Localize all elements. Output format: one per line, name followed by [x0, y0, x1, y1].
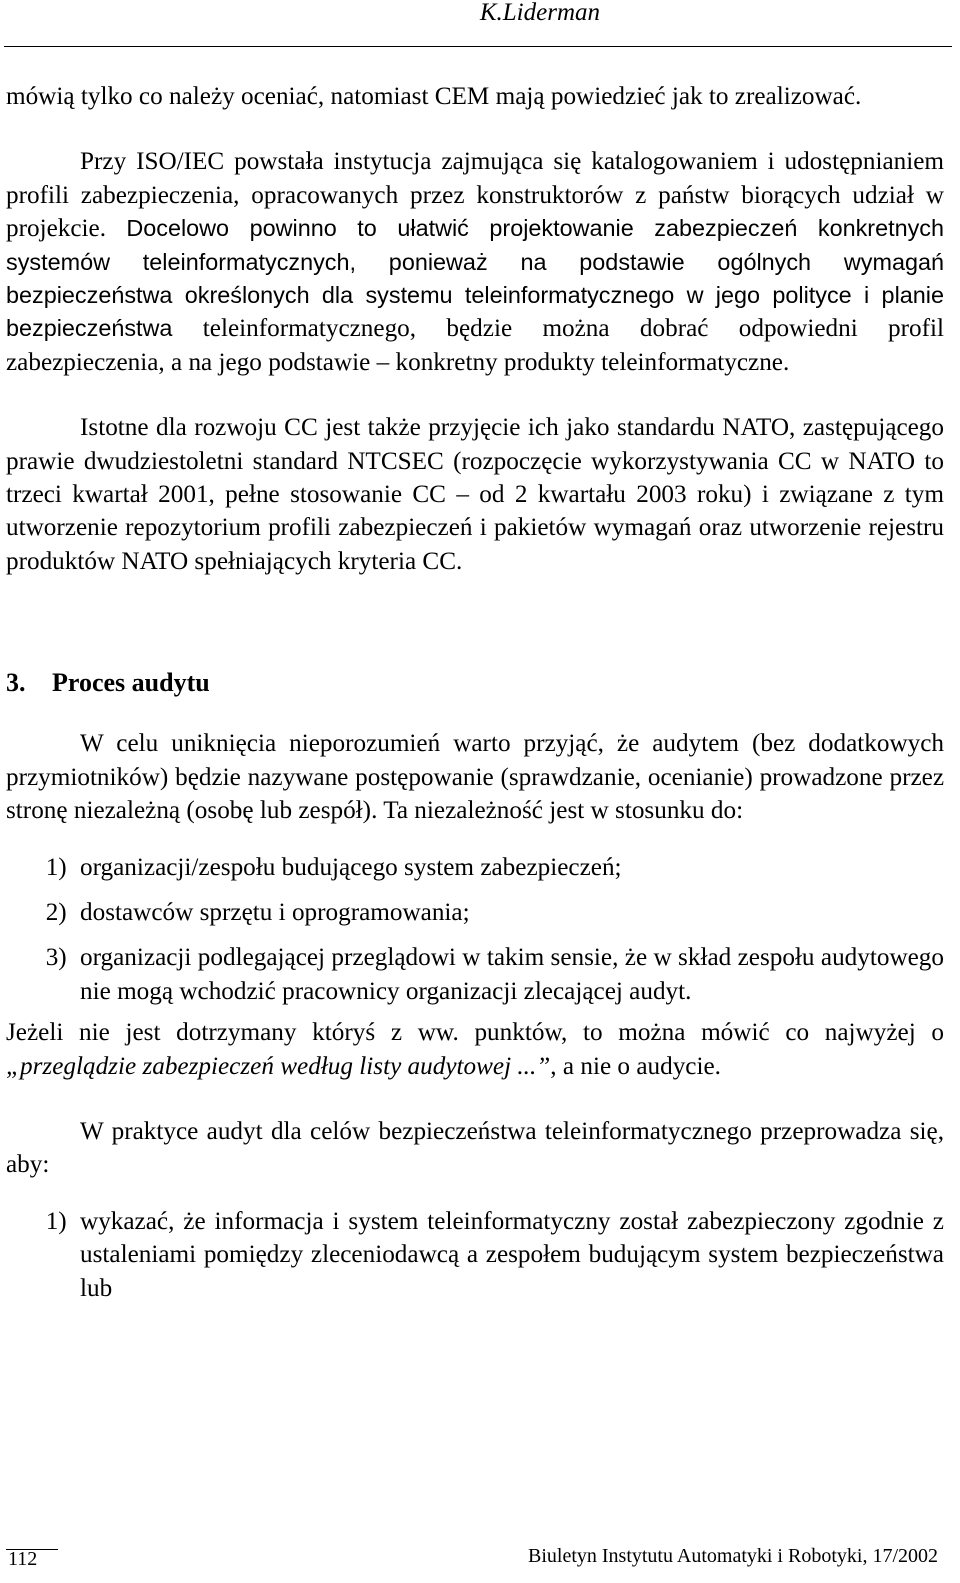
list-item: [6, 896, 944, 929]
list-item-number: 3): [45, 944, 67, 972]
paragraph-audit-intro: W celu uniknięcia nieporozumień warto przyjąć, że audytem (bez dodatkowych przymiotników) będzie nazywane postępowanie (sprawdzanie, ocenianie) prowadzone przez stronę niezależną (osobę lub zespół). Ta niezależność jest w stosunku do:: [6, 730, 944, 825]
conclusion-start: Jeżeli nie jest dotrzymany któryś z ww. punktów, to można mówić co najwyżej o: [6, 1019, 944, 1047]
list-item-number: 1): [45, 1207, 67, 1235]
section-title: Proces audytu: [52, 668, 210, 698]
conclusion-italic-phrase: „przeglądzie zabezpieczeń według listy audytowej ...”: [6, 1052, 551, 1080]
paragraph-practice-intro: W praktyce audyt dla celów bezpieczeństwa teleinformatycznego przeprowadza się, aby:: [6, 1117, 944, 1179]
conclusion-end: , a nie o audycie.: [550, 1052, 721, 1080]
paragraph-iso-iec-tail: teleinformatycznego, będzie można dobrać odpowiedni profil zabezpieczenia, a na jego podstawie – konkretny produkty teleinformatyczne.: [6, 315, 944, 376]
list-item-text: organizacji/zespołu budującego system zabezpieczeń;: [80, 853, 622, 881]
section-heading: [6, 666, 944, 699]
page-number: 112: [8, 1548, 38, 1570]
paragraph-iso-iec: [6, 145, 944, 379]
list-item-text: dostawców sprzętu i oprogramowania;: [80, 898, 470, 926]
header-rule: [4, 46, 952, 47]
list-item-text: organizacji podlegającej przeglądowi w takim sensie, że w skład zespołu audytowego nie mogą wchodzić pracownicy organizacji zlecającej audyt.: [80, 944, 944, 1005]
paragraph-nato: Istotne dla rozwoju CC jest także przyjęcie ich jako standardu NATO, zastępującego prawie dwudziestoletni standard NTCSEC (rozpoczęcie wykorzystywania CC w NATO to trzeci kwartał 2001, pełne stosowanie CC – od 2 kwartału 2003 roku) i związane z tym utworzenie repozytorium profili zabezpieczeń i pakietów wymagań oraz utworzenie rejestru produktów NATO spełniających kryteria CC.: [6, 414, 944, 575]
journal-footer: Biuletyn Instytutu Automatyki i Robotyki, 17/2002: [527, 1545, 938, 1567]
list-item-number: 1): [45, 853, 67, 881]
list-item-text: wykazać, że informacja i system teleinformatyczny został zabezpieczony zgodnie z ustaleniami pomiędzy zleceniodawcą a zespołem budującym system bezpieczeństwa lub: [80, 1207, 944, 1302]
paragraph-iso-iec-serif: Przy ISO/IEC powstała instytucja zajmująca się katalogowaniem i udostępnianiem profili zabezpieczenia, opracowanych przez konstruktorów z państw biorących udział w projekcie.: [6, 148, 944, 243]
list-item: [6, 1205, 944, 1305]
page-body: [6, 80, 944, 1305]
list-item: [6, 851, 944, 884]
paragraph-continuation: mówią tylko co należy oceniać, natomiast CEM mają powiedzieć jak to zrealizować.: [6, 83, 862, 110]
running-header-author: K.Liderman: [479, 0, 600, 26]
list-item: [6, 941, 944, 1008]
paragraph-iso-iec-sans: Docelowo powinno to ułatwić projektowanie zabezpieczeń konkretnych systemów teleinformatycznych, ponieważ na podstawie ogólnych wymagań bezpieczeństwa określonych dla systemu teleinformatycznego w jego polityce i planie bezpieczeństwa: [6, 215, 945, 342]
section-number: 3.: [6, 668, 26, 698]
paragraph-audit-conclusion: [6, 1016, 944, 1083]
list-item-number: 2): [45, 898, 67, 926]
